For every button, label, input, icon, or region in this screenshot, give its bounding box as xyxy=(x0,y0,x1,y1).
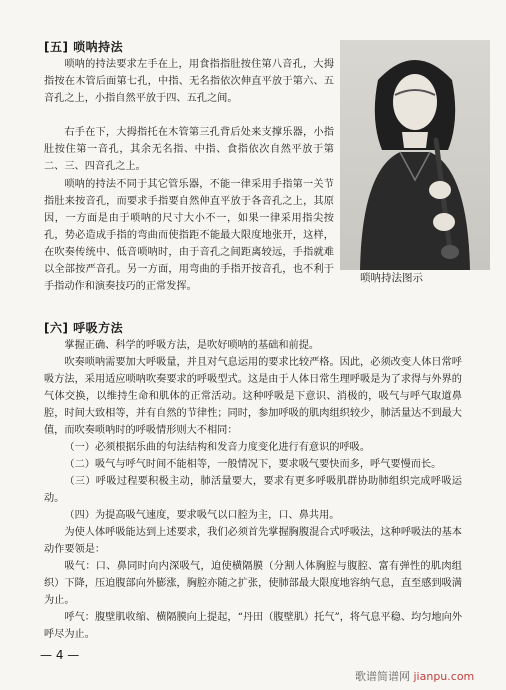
section-title-6: [六] 呼吸方法 xyxy=(44,321,124,335)
suona-holding-photo xyxy=(340,40,490,270)
page-number: — 4 — xyxy=(40,648,80,662)
suona-player-illustration xyxy=(340,40,490,270)
section5-paragraph-2: 右手在下，大拇指托在木管第三孔背后处来支撑乐器，小指肚按住第一音孔，其余无名指、中指、食指依次自然平放于第二、三、四音孔之上。 xyxy=(44,127,334,172)
section6-item-1: （一）必须根据乐曲的句法结构和发音力度变化进行有意识的呼吸。 xyxy=(64,442,371,453)
section6-exhale: 呼气：腹壁肌收缩、横隔膜向上提起，“丹田（腹壁肌）托气”，将气息平稳、均匀地向外呼尽为止。 xyxy=(44,612,462,640)
section6-item-4: （四）为提高吸气速度，要求吸气以口腔为主，口、鼻共用。 xyxy=(64,510,340,521)
section-title-5: [五] 唢呐持法 xyxy=(44,40,124,54)
section6-paragraph-2: 吹奏唢呐需要加大呼吸量，并且对气息运用的要求比较严格。因此，必须改变人体日常呼吸方法，采用适应唢呐吹奏要求的呼吸型式。这是由于人体日常生理呼吸是为了求得与外界的气体交换，以维持生命和肌体的正常活动。这种呼吸是下意识、消极的，吸气与呼气取道鼻腔，时间大致相等，并有自然的节律性；同时，参加呼吸的肌肉组织较少，肺活量达不到最大值，而吹奏唢呐时的呼吸情形则大不相同： xyxy=(44,357,462,436)
section6-paragraph-3: 为使人体呼吸能达到上述要求，我们必须首先掌握胸腹混合式呼吸法，这种呼吸法的基本动作要领是： xyxy=(44,527,462,555)
figure-caption: 唢呐持法图示 xyxy=(360,272,423,284)
watermark-site-name: 歌谱简谱网 xyxy=(355,670,410,683)
site-watermark xyxy=(355,668,474,684)
section6-item-3: （三）呼吸过程要积极主动，肺活量要大，要求有更多呼吸肌群协助肺组织完成呼吸运动。 xyxy=(44,476,462,504)
section5-paragraph-1: 唢呐的持法要求左手在上，用食指指肚按住第八音孔，大拇指按在木管后面第七孔，中指、无名指依次伸直平放于第六、五音孔之上，小指自然平放于四、五孔之间。 xyxy=(44,59,334,104)
section5-paragraph-3: 唢呐的持法不同于其它管乐器，不能一律采用手指第一关节指肚来按音孔，而要求手指要自然伸直平放于各音孔之上，其原因，一方面是由于唢呐的尺寸大小不一，如果一律采用指尖按孔，势必造成手指的弯曲而使指距不能最大限度地张开，这样，在吹奏传统中、低音唢呐时，由于音孔之间距离较远，手指就难以全部按严音孔。另一方面，用弯曲的手指开按音孔，也不利于手指动作和演奏技巧的正常发挥。 xyxy=(44,179,334,292)
watermark-url: jianpu.com xyxy=(413,670,475,683)
section6-intro: 掌握正确、科学的呼吸方法，是吹好唢呐的基础和前提。 xyxy=(64,340,320,351)
section6-inhale: 吸气：口、鼻同时向内深吸气，迫使横隔膜（分割人体胸腔与腹腔、富有弹性的肌肉组织）下降，压迫腹部向外膨涨，胸腔亦随之扩张，使肺部最大限度地容纳气息，直至感到吸满为止。 xyxy=(44,561,462,606)
section6-item-2: （二）吸气与呼气时间不能相等，一般情况下，要求吸气要快而多，呼气要慢而长。 xyxy=(64,459,442,470)
